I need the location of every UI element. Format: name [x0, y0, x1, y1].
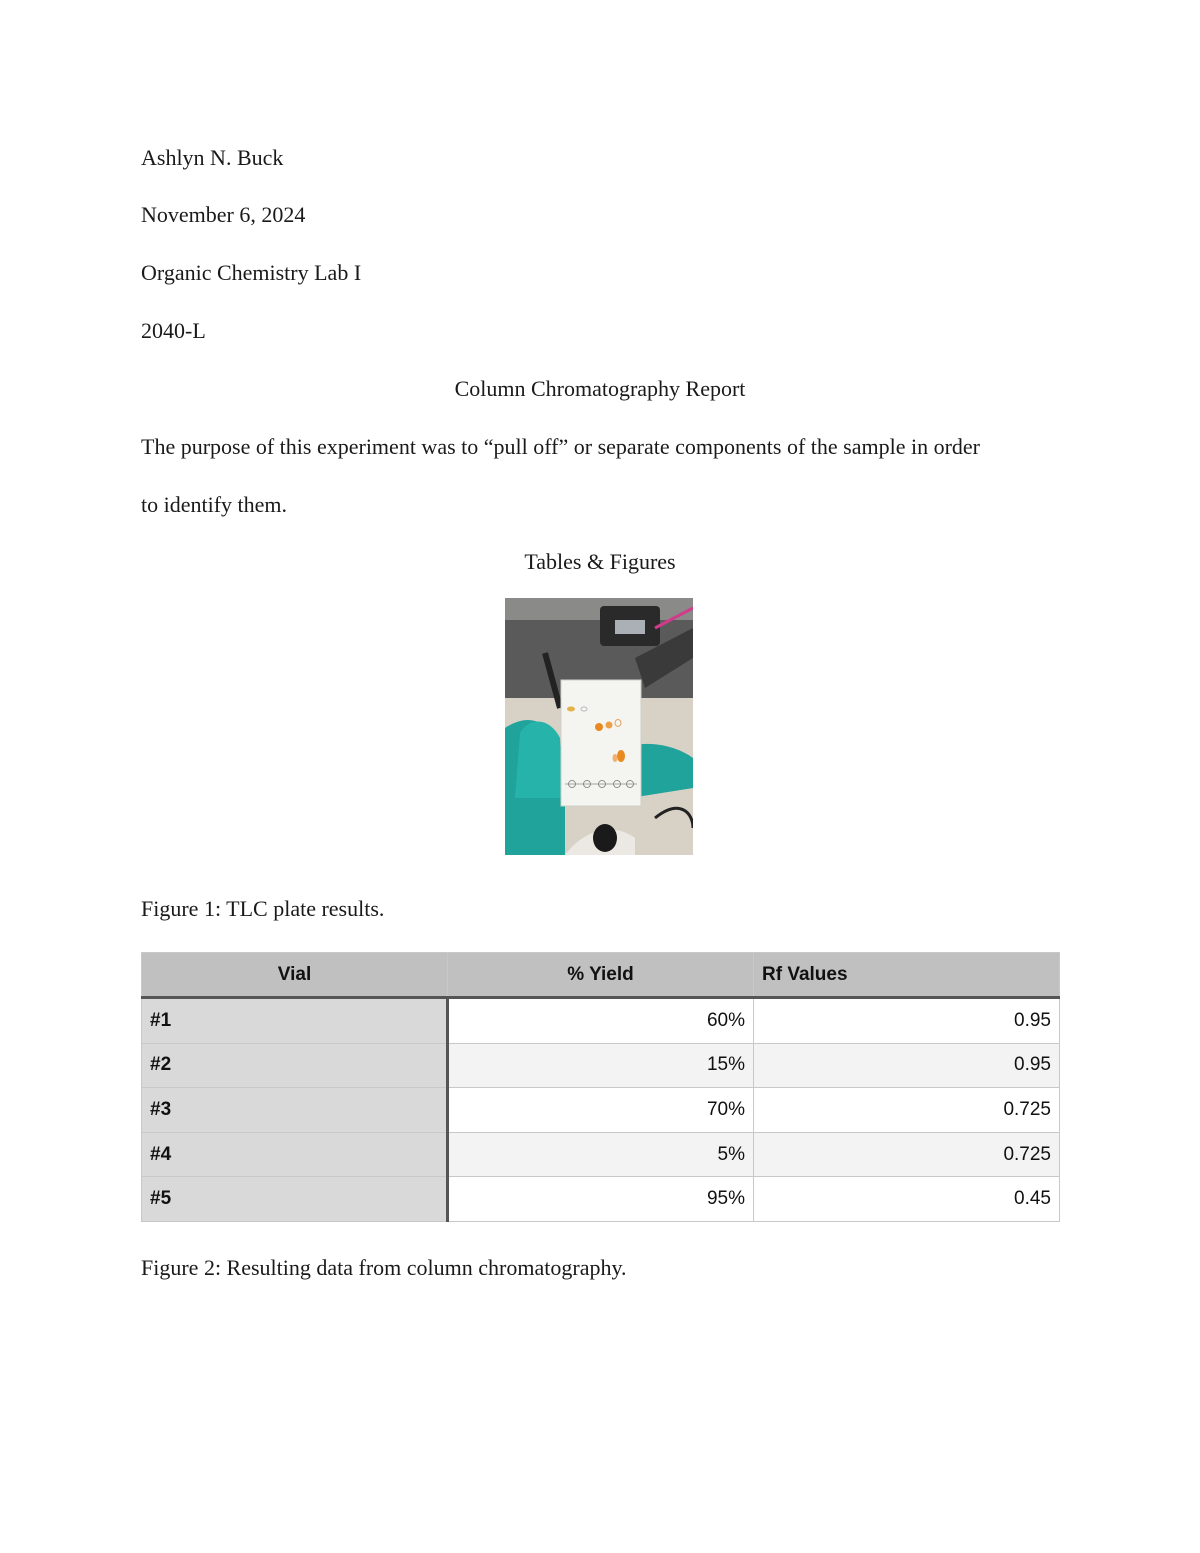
- figure-2-caption: Figure 2: Resulting data from column chromatography.: [141, 1255, 627, 1280]
- purpose-line-1: The purpose of this experiment was to “pull off” or separate components of the sample in order: [141, 434, 981, 459]
- rf-cell: 0.725: [754, 1132, 1060, 1177]
- purpose-line-2: to identify them.: [141, 492, 288, 517]
- vial-cell: #4: [142, 1132, 448, 1177]
- report-date: November 6, 2024: [141, 202, 306, 227]
- rf-cell: 0.725: [754, 1088, 1060, 1133]
- table-row: [142, 1177, 1060, 1222]
- yield-cell: 60%: [448, 998, 754, 1044]
- table-header-row: [142, 953, 1060, 998]
- table-row: [142, 998, 1060, 1044]
- yield-cell: 5%: [448, 1132, 754, 1177]
- column-header-vial: Vial: [142, 953, 448, 998]
- vial-cell: #1: [142, 998, 448, 1044]
- vial-cell: #5: [142, 1177, 448, 1222]
- report-title: Column Chromatography Report: [454, 376, 746, 401]
- tlc-plate-photo: [505, 598, 693, 855]
- yield-cell: 95%: [448, 1177, 754, 1222]
- author-name: Ashlyn N. Buck: [141, 145, 284, 170]
- table-row: [142, 1132, 1060, 1177]
- course-section: 2040-L: [141, 318, 206, 343]
- table-row: [142, 1043, 1060, 1088]
- results-table: [141, 952, 1060, 1222]
- rf-cell: 0.95: [754, 998, 1060, 1044]
- column-header-yield: % Yield: [448, 953, 754, 998]
- column-header-rf: Rf Values: [754, 953, 1060, 998]
- course-name: Organic Chemistry Lab I: [141, 260, 362, 285]
- rf-cell: 0.95: [754, 1043, 1060, 1088]
- yield-cell: 15%: [448, 1043, 754, 1088]
- yield-cell: 70%: [448, 1088, 754, 1133]
- section-heading: Tables & Figures: [524, 549, 676, 574]
- vial-cell: #2: [142, 1043, 448, 1088]
- figure-1-caption: Figure 1: TLC plate results.: [141, 896, 385, 921]
- table-row: [142, 1088, 1060, 1133]
- vial-cell: #3: [142, 1088, 448, 1133]
- rf-cell: 0.45: [754, 1177, 1060, 1222]
